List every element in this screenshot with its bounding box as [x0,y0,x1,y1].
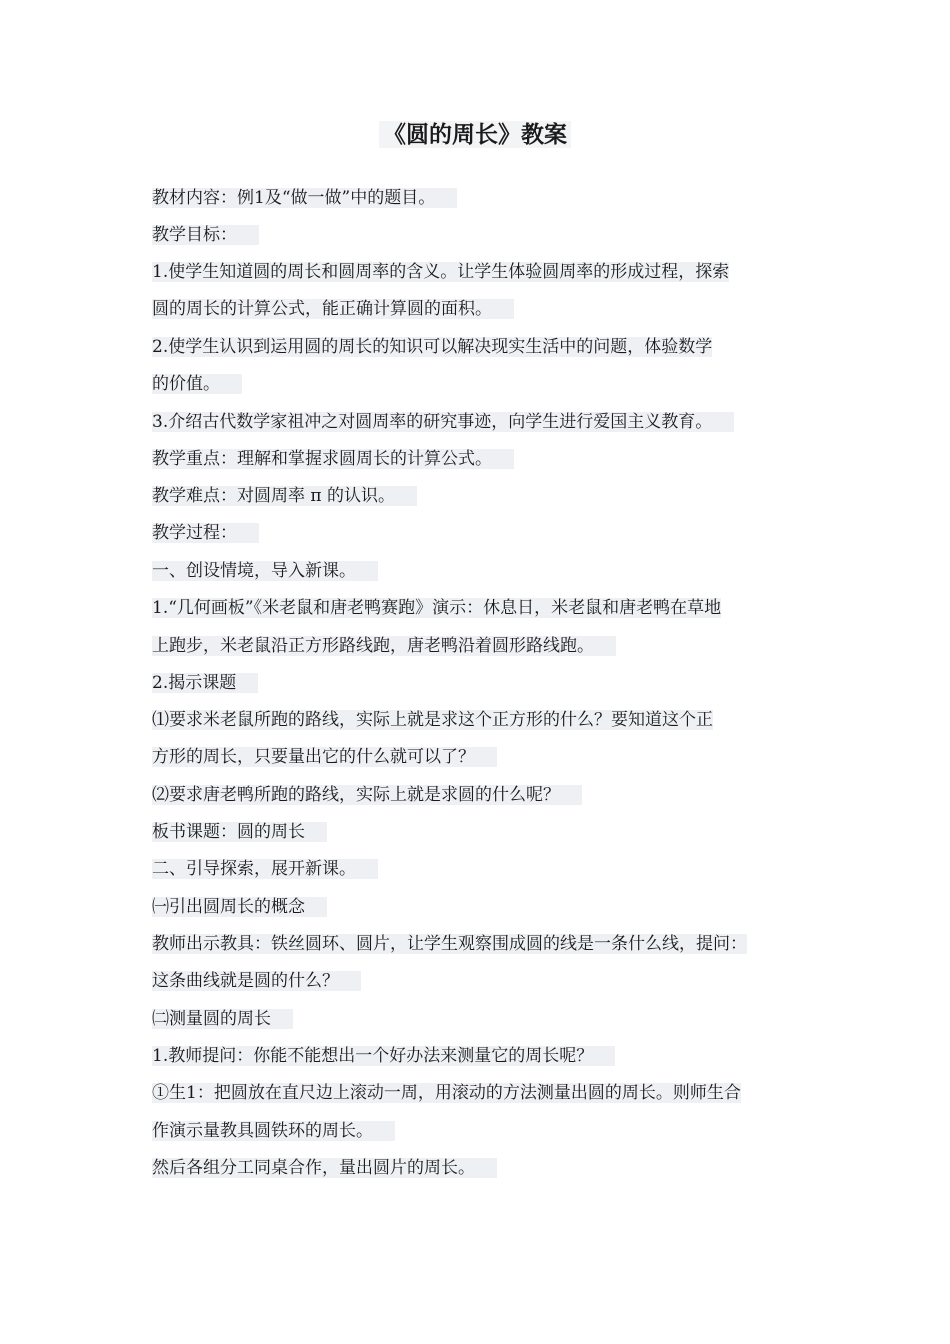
text-line: 1.“几何画板”《米老鼠和唐老鸭赛跑》演示：休息日，米老鼠和唐老鸭在草地 [152,598,722,618]
text-line: 作演示量教具圆铁环的周长。 [152,1113,802,1150]
text-line: 教学重点：理解和掌握求圆周长的计算公式。 [152,441,802,478]
document-title-text: 《圆的周长》教案 [379,121,571,148]
section-heading: 一、创设情境，导入新课。 [152,553,802,590]
text-line: 2.使学生认识到运用圆的周长的知识可以解决现实生活中的问题，体验数学 [152,337,713,357]
text-line: ⑴要求米老鼠所跑的路线，实际上就是求这个正方形的什么？要知道这个正 [152,710,713,730]
document-title [0,118,950,152]
text-line: 上跑步，米老鼠沿正方形路线跑，唐老鸭沿着圆形路线跑。 [152,628,802,665]
text-line: 1.教师提问：你能不能想出一个好办法来测量它的周长呢？ [152,1038,802,1075]
text-line: ㈡测量圆的周长 [152,1001,802,1038]
text-line: 2.揭示课题 [152,665,802,702]
text-line: ⑵要求唐老鸭所跑的路线，实际上就是求圆的什么呢？ [152,777,802,814]
text-line: 教材内容：例1及“做一做”中的题目。 [152,180,802,217]
section-heading: 二、引导探索，展开新课。 [152,851,802,888]
text-line: 圆的周长的计算公式，能正确计算圆的面积。 [152,291,802,328]
text-line: 3.介绍古代数学家祖冲之对圆周率的研究事迹，向学生进行爱国主义教育。 [152,404,802,441]
text-line: 方形的周长，只要量出它的什么就可以了？ [152,739,802,776]
text-line: ①生1：把圆放在直尺边上滚动一周，用滚动的方法测量出圆的周长。则师生合 [152,1083,741,1103]
text-line: ㈠引出圆周长的概念 [152,889,802,926]
text-line: 然后各组分工同桌合作，量出圆片的周长。 [152,1150,802,1187]
text-line: 教学难点：对圆周率 π 的认识。 [152,478,802,515]
text-line: 的价值。 [152,366,802,403]
text-line: 教师出示教具：铁丝圆环、圆片，让学生观察围成圆的线是一条什么线，提问： [152,934,747,954]
text-line: 这条曲线就是圆的什么？ [152,963,802,1000]
text-line: 教学目标： [152,217,802,254]
text-line: 板书课题：圆的周长 [152,814,802,851]
text-line: 教学过程： [152,515,802,552]
text-line: 1.使学生知道圆的周长和圆周率的含义。让学生体验圆周率的形成过程，探索 [152,262,730,282]
